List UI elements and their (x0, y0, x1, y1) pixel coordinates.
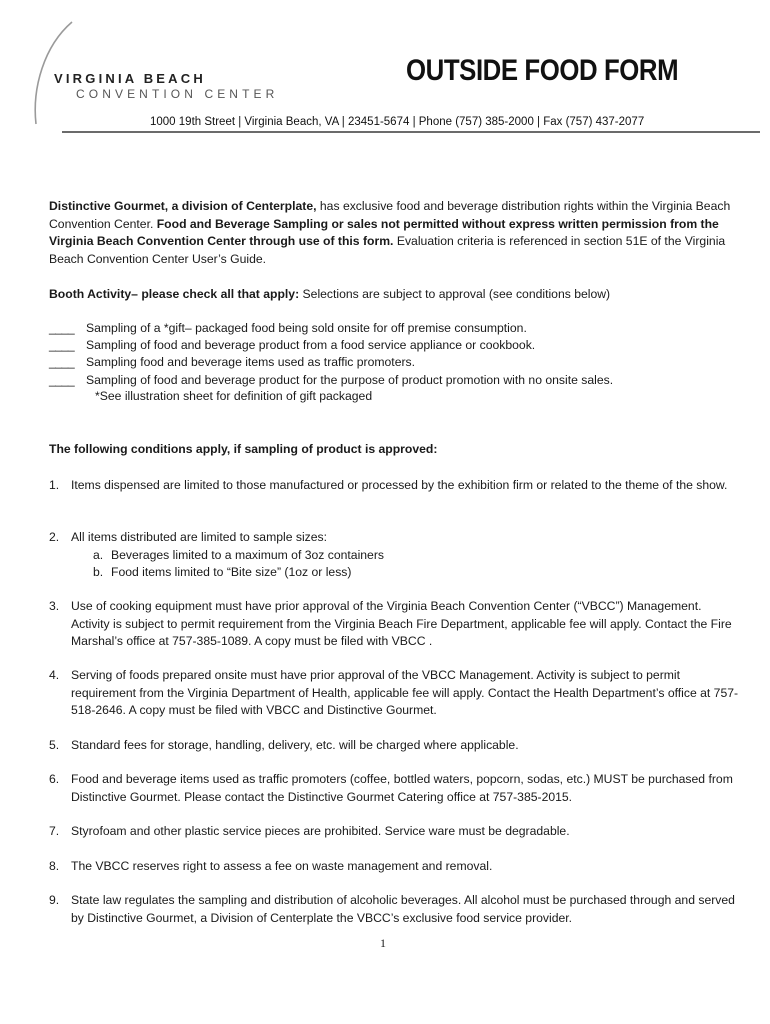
condition-text: Items dispensed are limited to those manufactured or processed by the exhibition firm or related to the theme of the show. (71, 478, 728, 492)
intro-bold-notice: Food and Beverage Sampling or sales not permitted without express written permission from the Virginia Beach Convention Center through use of this form. (49, 216, 719, 249)
form-title: OUTSIDE FOOD FORM (406, 54, 679, 87)
sub-item-letter: a. (93, 547, 104, 562)
logo-subtitle: CONVENTION CENTER (76, 87, 279, 101)
sample-size-sublist (49, 547, 739, 582)
condition-item (49, 477, 739, 495)
condition-item (49, 771, 739, 806)
booth-option-label: Sampling of food and beverage product for the purpose of product promotion with no onsite sales. (86, 372, 614, 387)
sub-item-letter: b. (93, 565, 104, 580)
intro-text-2: Evaluation criteria is referenced in section 51E of the Virginia Beach Convention Center User’s Guide. (49, 234, 726, 266)
logo-name: VIRGINIA BEACH (54, 71, 206, 86)
booth-activity-heading (49, 286, 754, 304)
condition-number: 1. (49, 478, 60, 492)
booth-option (49, 337, 754, 354)
sub-item (93, 547, 739, 565)
condition-number: 4. (49, 668, 60, 682)
condition-text: Food and beverage items used as traffic promoters (coffee, bottled waters, popcorn, sodas, etc.) MUST be purchased from Distinctive Gourmet. Please contact the Distinctive Gourmet Catering office at 757-385-2015. (71, 772, 733, 804)
booth-option-label: Sampling of food and beverage product from a food service appliance or cookbook. (86, 338, 536, 353)
condition-number: 7. (49, 824, 60, 838)
condition-item (49, 529, 739, 582)
condition-number: 6. (49, 772, 60, 786)
intro-paragraph (49, 198, 754, 268)
sub-item (93, 564, 739, 582)
booth-option-label: Sampling of a *gift– packaged food being sold onsite for off premise consumption. (86, 321, 527, 335)
condition-item (49, 598, 739, 651)
booth-activity-label: Booth Activity– please check all that apply: (49, 287, 300, 301)
booth-option (49, 354, 754, 371)
page-number: 1 (380, 936, 386, 950)
condition-item (49, 667, 739, 720)
conditions-heading: The following conditions apply, if sampling of product is approved: (49, 442, 438, 456)
intro-text-1: has exclusive food and beverage distribution rights within the Virginia Beach Convention Center. (49, 199, 731, 231)
sub-item-text: Food items limited to “Bite size” (1oz or less) (111, 565, 352, 580)
condition-number: 3. (49, 599, 60, 613)
gift-footnote: *See illustration sheet for definition of gift packaged (95, 389, 373, 403)
condition-text: Standard fees for storage, handling, delivery, etc. will be charged where applicable. (71, 738, 519, 752)
condition-number: 9. (49, 893, 60, 907)
booth-option (49, 320, 754, 337)
condition-text: Styrofoam and other plastic service pieces are prohibited. Service ware must be degradable. (71, 824, 570, 838)
intro-bold-company: Distinctive Gourmet, a division of Centerplate, (49, 199, 317, 213)
booth-activity-note: Selections are subject to approval (see conditions below) (299, 287, 611, 301)
address-line: 1000 19th Street | Virginia Beach, VA | 23451-5674 | Phone (757) 385-2000 | Fax (757) 437-2077 (150, 116, 645, 128)
condition-text: Use of cooking equipment must have prior approval of the Virginia Beach Convention Center (“VBCC”) Management. Activity is subject to permit requirement from the Virginia Beach Fire Department, applicable fee will apply. Contact the Fire Marshal’s office at 757-385-1089. A copy must be filed with VBCC . (71, 599, 732, 649)
booth-activity-options (49, 320, 754, 389)
check-blank[interactable]: ____ (49, 355, 75, 370)
condition-text: State law regulates the sampling and distribution of alcoholic beverages. All alcohol must be purchased through and served by Distinctive Gourmet, a Division of Centerplate the VBCC’s exclusive food service provider. (71, 893, 735, 925)
condition-number: 5. (49, 738, 60, 752)
condition-number: 8. (49, 859, 60, 873)
booth-option (49, 372, 754, 389)
condition-text: The VBCC reserves right to assess a fee on waste management and removal. (71, 859, 493, 873)
condition-item (49, 892, 739, 927)
header-divider (62, 131, 760, 133)
check-blank[interactable]: ____ (49, 372, 75, 387)
condition-item (49, 823, 739, 841)
condition-text: All items distributed are limited to sample sizes: (71, 530, 328, 544)
sub-item-text: Beverages limited to a maximum of 3oz containers (111, 547, 384, 562)
check-blank[interactable]: ____ (49, 321, 75, 335)
condition-item (49, 858, 739, 876)
check-blank[interactable]: ____ (49, 338, 75, 353)
condition-text: Serving of foods prepared onsite must have prior approval of the VBCC Management. Activity is subject to permit requirement from the Virginia Department of Health, applicable fee will apply. Contact the Health Department’s office at 757-518-2646. A copy must be filed with VBCC and Distinctive Gourmet. (71, 668, 739, 718)
condition-item (49, 737, 739, 755)
booth-option-label: Sampling food and beverage items used as traffic promoters. (86, 355, 416, 370)
condition-number: 2. (49, 530, 60, 544)
